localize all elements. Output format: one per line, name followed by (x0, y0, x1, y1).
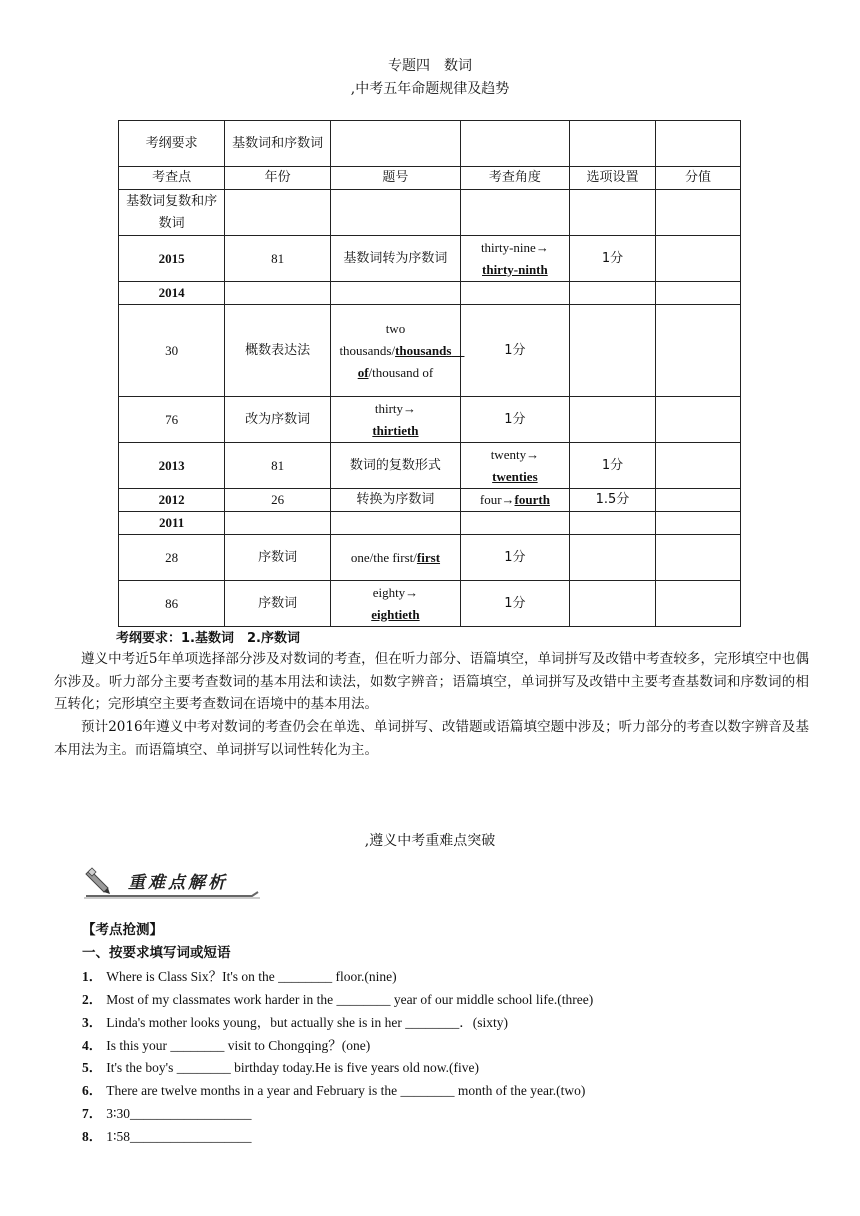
answer-text: fourth (514, 492, 550, 507)
question-number: 1． (82, 969, 103, 984)
table-cell (569, 305, 655, 397)
key-points-banner (82, 862, 262, 902)
table-cell (656, 512, 741, 535)
analysis-paragraph: 遵义中考近5年单项选择部分涉及对数词的考查，但在听力部分、语篇填空，单词拼写及改错中考查较多，完形填空中也偶尔涉及。听力部分主要考查数词的基本用法和读法，如数字辨音；语篇填空，单词拼写及改错中主要考查基数词和序数词的相互转化；完形填空主要考查数词在语境中的基本用法。 (54, 651, 809, 712)
question-number: 6． (82, 1083, 103, 1098)
table-cell: 基数词和序数词 (225, 121, 331, 167)
question-text: two thousands/ (339, 320, 406, 358)
table-row (119, 489, 741, 512)
table-row (119, 236, 741, 282)
table-row (119, 535, 741, 581)
table-cell: 28 (119, 535, 225, 581)
table-cell (460, 512, 569, 535)
question-text: Linda's mother looks young，but actually she is in her ________．(sixty) (106, 1015, 509, 1030)
table-cell (656, 121, 741, 167)
table-cell (330, 397, 460, 443)
question-text: /thousand of (368, 364, 434, 380)
table-cell: 30 (119, 305, 225, 397)
table-cell: 基数词转为序数词 (330, 236, 460, 282)
question-text: 3∶30__________________ (106, 1106, 252, 1121)
table-cell (330, 581, 460, 627)
table-cell (225, 512, 331, 535)
table-cell (656, 190, 741, 236)
question-text: twenty→ (490, 446, 540, 462)
table-cell: 81 (225, 443, 331, 489)
table-header-cell: 分值 (656, 167, 741, 190)
question-text: There are twelve months in a year and February is the ________ month of the year.(two) (106, 1083, 586, 1098)
table-cell (225, 282, 331, 305)
table-cell: 1分 (460, 535, 569, 581)
section-heading: 一、按要求填写词或短语 (82, 945, 231, 961)
table-cell (460, 443, 569, 489)
table-cell: 2011 (119, 512, 225, 535)
table-row (119, 443, 741, 489)
question-text: eighty→ (372, 584, 419, 600)
list-item (82, 988, 593, 1008)
section-title: ,遵义中考重难点突破 (364, 833, 496, 849)
table-cell: 2014 (119, 282, 225, 305)
table-cell: 2013 (119, 443, 225, 489)
table-row (119, 581, 741, 627)
table-cell (656, 443, 741, 489)
question-text: Is this your ________ visit to Chongqing？(one) (106, 1038, 371, 1053)
table-cell (460, 282, 569, 305)
table-cell (460, 236, 569, 282)
table-cell (656, 236, 741, 282)
question-text: Most of my classmates work harder in the ________ year of our middle school life.(three) (106, 992, 594, 1007)
table-header-cell: 选项设置 (569, 167, 655, 190)
table-cell (569, 397, 655, 443)
table-cell: 数词的复数形式 (330, 443, 460, 489)
table-cell (225, 190, 331, 236)
table-cell: 1分 (460, 397, 569, 443)
table-cell (569, 121, 655, 167)
table-header-cell: 年份 (225, 167, 331, 190)
question-text: one/the first/ (350, 549, 417, 565)
question-text: thirty→ (374, 400, 417, 416)
table-cell (569, 512, 655, 535)
table-cell (460, 121, 569, 167)
table-cell (460, 190, 569, 236)
question-text: It's the boy's ________ birthday today.He is five years old now.(five) (106, 1060, 480, 1075)
answer-text: twenties (492, 468, 538, 484)
answer-text: first (416, 549, 441, 565)
list-item (82, 1011, 508, 1031)
table-cell (656, 397, 741, 443)
table-cell: 81 (225, 236, 331, 282)
list-item (82, 1125, 252, 1145)
question-number: 8． (82, 1129, 103, 1144)
table-row (119, 121, 741, 167)
table-row (119, 282, 741, 305)
table-cell: 26 (225, 489, 331, 512)
table-cell (656, 581, 741, 627)
table-cell (569, 190, 655, 236)
question-number: 5． (82, 1060, 103, 1075)
table-cell: 1分 (569, 236, 655, 282)
table-cell: 考纲要求 (119, 121, 225, 167)
table-cell (656, 282, 741, 305)
table-header-cell: 题号 (330, 167, 460, 190)
table-cell: 序数词 (225, 535, 331, 581)
question-text: 1∶58__________________ (106, 1129, 252, 1144)
table-cell: 概数表达法 (225, 305, 331, 397)
list-item (82, 1056, 479, 1076)
table-cell: 1分 (460, 305, 569, 397)
section-label: 【考点抢测】 (82, 922, 163, 938)
table-header-cell: 考查角度 (460, 167, 569, 190)
list-item (82, 1102, 252, 1122)
document-title: 专题四 数词 (388, 58, 472, 74)
answer-text: thirtieth (372, 422, 419, 438)
answer-text: thirty-ninth (482, 261, 548, 277)
table-cell (330, 305, 465, 397)
banner-label: 重难点解析 (128, 873, 228, 893)
answer-text: eightieth (371, 606, 420, 622)
table-cell: 改为序数词 (225, 397, 331, 443)
table-cell (330, 535, 460, 581)
table-cell (569, 535, 655, 581)
question-text: Where is Class Six？It's on the ________ floor.(nine) (106, 969, 397, 984)
table-cell: 1分 (460, 581, 569, 627)
table-row (119, 397, 741, 443)
table-cell: 2012 (119, 489, 225, 512)
table-cell (330, 121, 460, 167)
table-row (119, 305, 741, 397)
table-cell: 86 (119, 581, 225, 627)
list-item (82, 965, 397, 985)
table-header-row (119, 167, 741, 190)
table-row (119, 190, 741, 236)
table-cell (656, 305, 741, 397)
question-text: thirty-nine→ (480, 239, 549, 255)
list-item (82, 1079, 585, 1099)
table-cell (330, 190, 460, 236)
forecast-paragraph: 预计2016年遵义中考对数词的考查仍会在单选、单词拼写、改错题或语篇填空题中涉及；听力部分的考查以数字辨音及基本用法为主。而语篇填空、单词拼写以词性转化为主。 (54, 719, 809, 758)
table-row (119, 512, 741, 535)
table-cell (330, 282, 460, 305)
question-number: 2． (82, 992, 103, 1007)
table-cell: 转换为序数词 (330, 489, 460, 512)
question-number: 4． (82, 1038, 103, 1053)
list-item (82, 1034, 370, 1054)
document-subtitle: ,中考五年命题规律及趋势 (350, 81, 510, 97)
question-text: four→ (479, 492, 515, 507)
question-number: 3． (82, 1015, 103, 1030)
table-cell: 序数词 (225, 581, 331, 627)
answer-text: thousands of (357, 342, 465, 380)
syllabus-requirements: 考纲要求：1.基数词 2.序数词 (116, 631, 300, 646)
table-header-cell: 考查点 (119, 167, 225, 190)
table-cell (569, 282, 655, 305)
table-cell: 1.5分 (569, 489, 655, 512)
table-cell (656, 489, 741, 512)
table-cell: 76 (119, 397, 225, 443)
exam-trend-table (118, 120, 741, 627)
table-cell: 2015 (119, 236, 225, 282)
table-cell (656, 535, 741, 581)
table-cell (569, 581, 655, 627)
table-cell: 基数词复数和序数词 (119, 190, 225, 236)
table-cell (460, 489, 569, 512)
table-cell (330, 512, 460, 535)
question-number: 7． (82, 1106, 103, 1121)
table-cell: 1分 (569, 443, 655, 489)
